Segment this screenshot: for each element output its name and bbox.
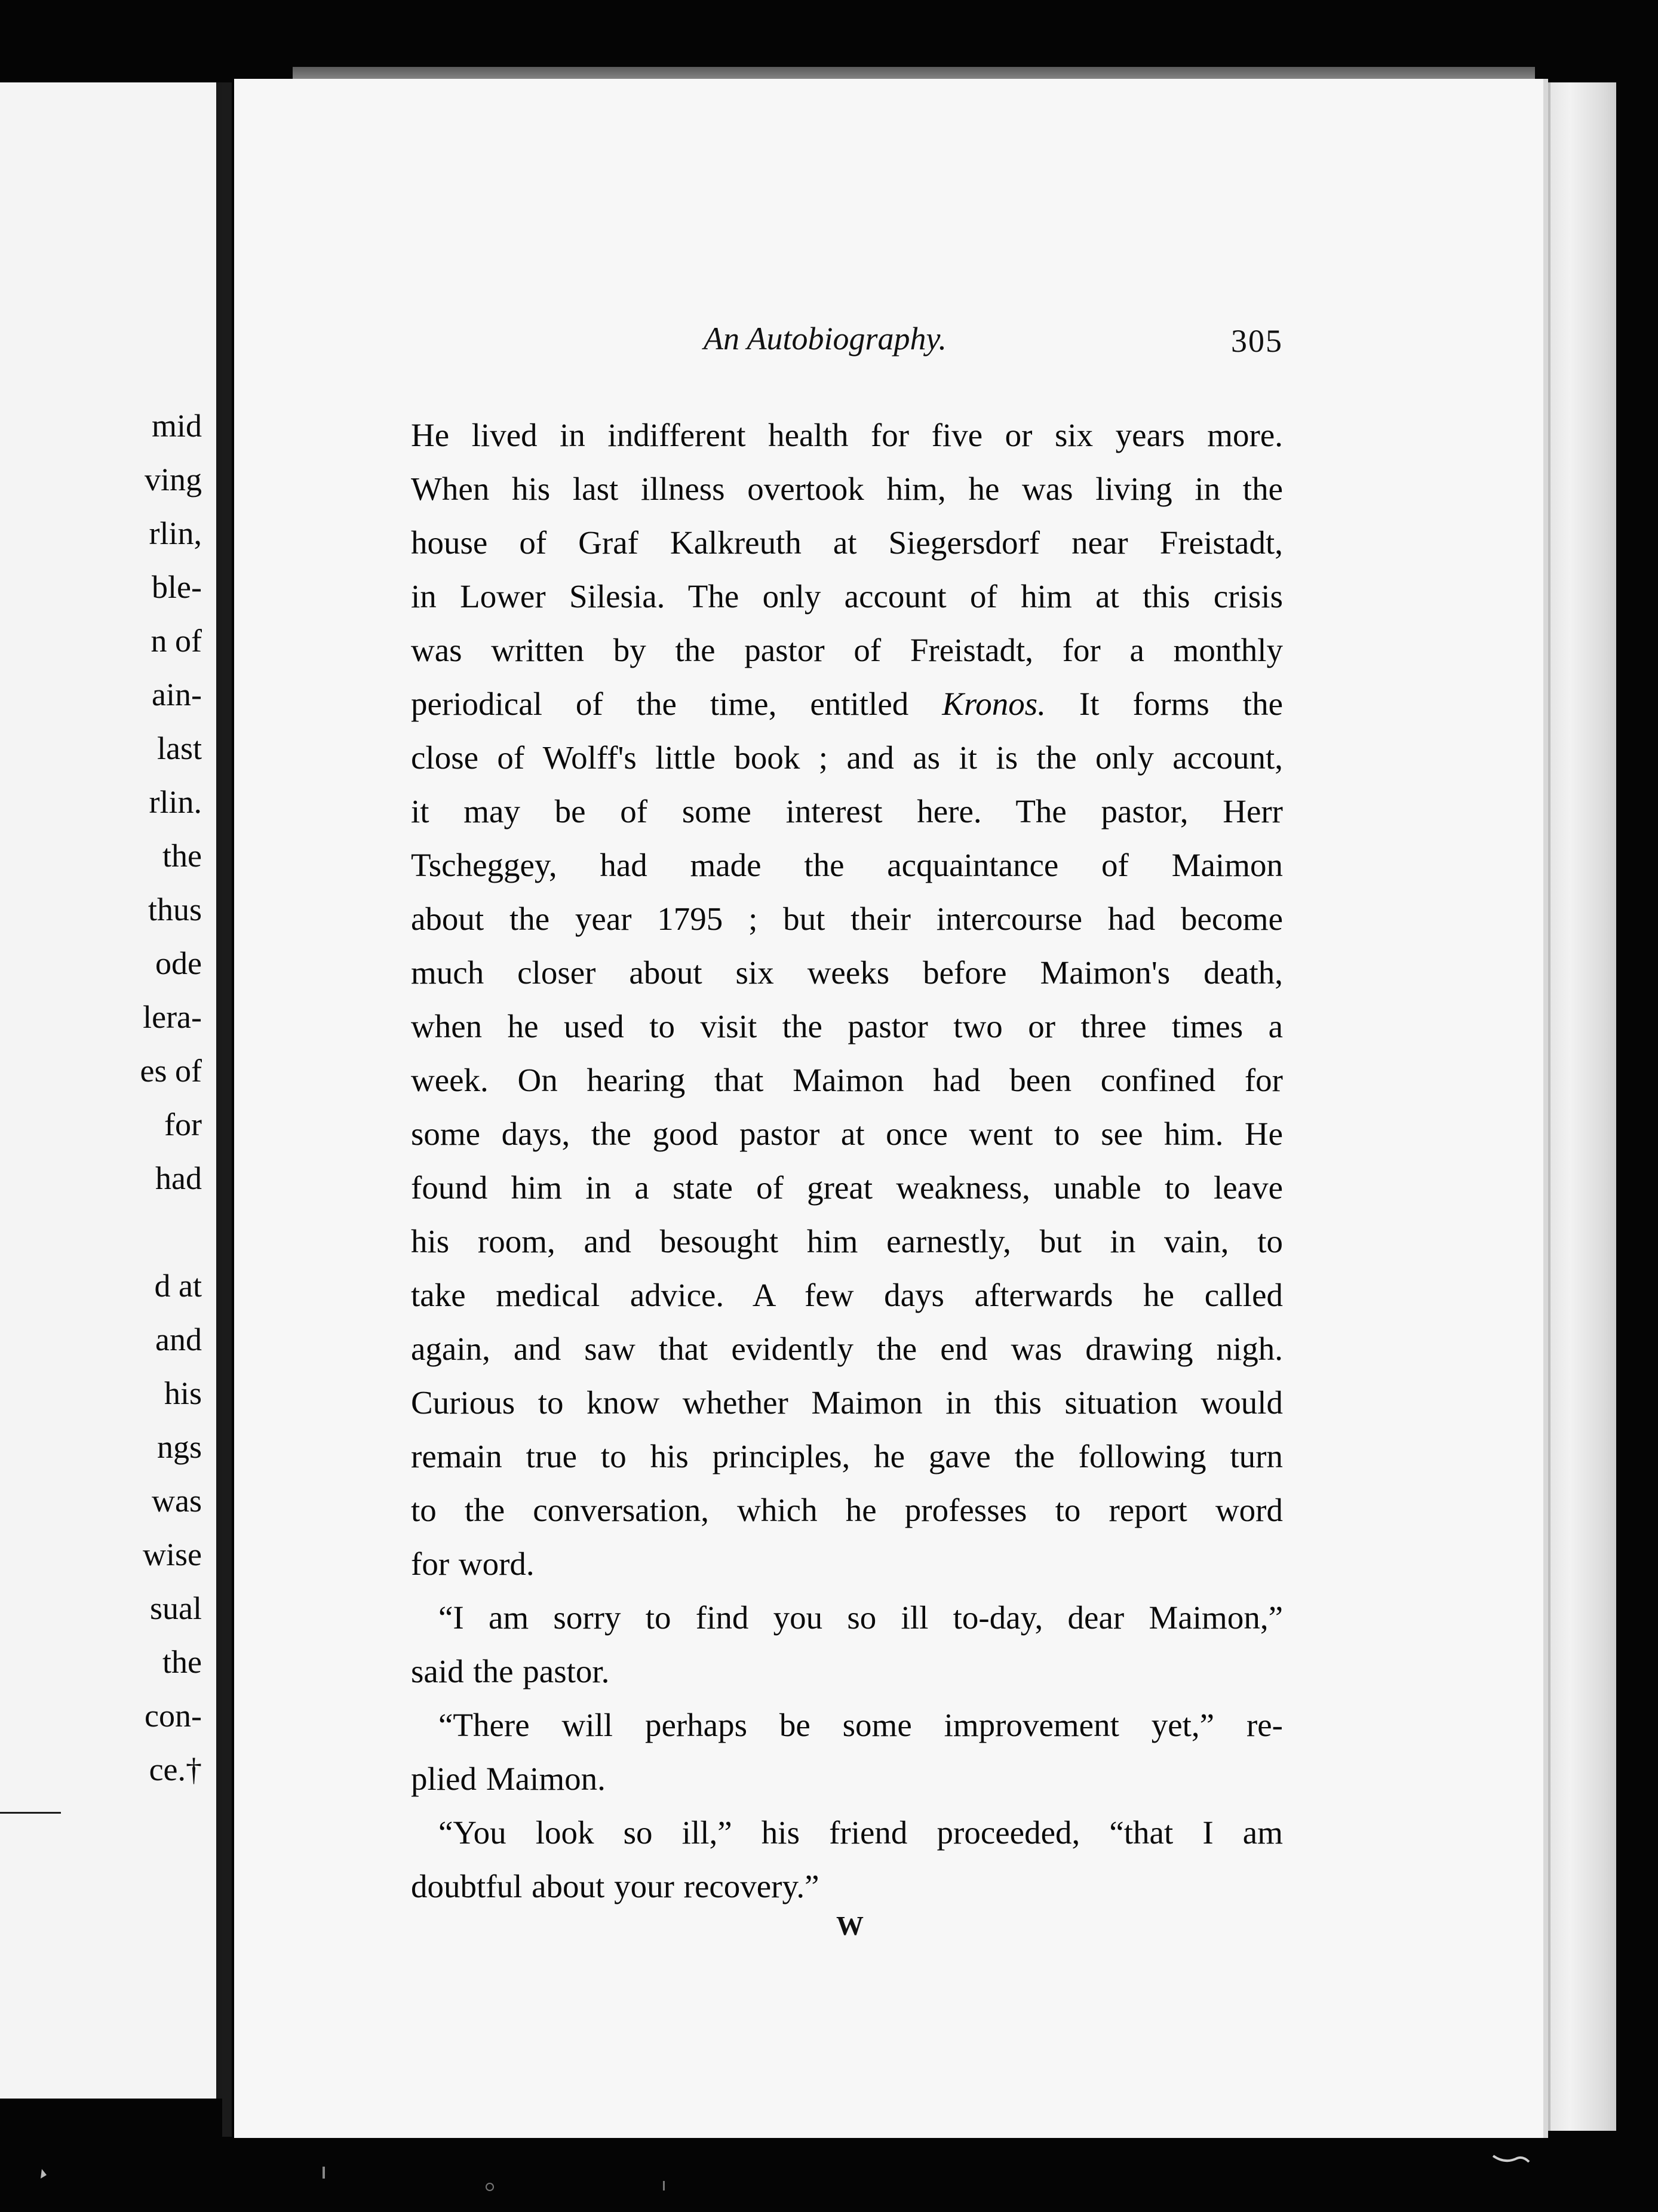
running-header xyxy=(704,320,1283,362)
text-line: remain true to his principles, he gave the following turn xyxy=(411,1438,1283,1474)
text-line: plied Maimon. xyxy=(411,1761,606,1797)
left-line: d at xyxy=(154,1268,202,1304)
text-line: found him in a state of great weakness, unable to leave xyxy=(411,1169,1283,1206)
text-segment: It forms the xyxy=(1045,686,1283,722)
text-line: Tscheggey, had made the acquaintance of Maimon xyxy=(411,847,1283,883)
scan-top-strip xyxy=(293,67,1535,79)
text-line: He lived in indifferent health for five or six years more. xyxy=(411,417,1283,453)
text-line: When his last illness overtook him, he was living in the xyxy=(411,471,1283,507)
running-head: An Autobiography. xyxy=(704,321,947,357)
text-line: when he used to visit the pastor two or three times a xyxy=(411,1008,1283,1044)
left-line: ngs xyxy=(156,1429,202,1465)
left-line: es of xyxy=(140,1053,202,1089)
text-line: about the year 1795 ; but their intercourse had become xyxy=(411,901,1283,937)
left-line: con- xyxy=(145,1698,202,1734)
text-line: in Lower Silesia. The only account of him at this crisis xyxy=(411,578,1283,615)
text-line: week. On hearing that Maimon had been confined for xyxy=(411,1062,1283,1098)
left-line: for xyxy=(164,1107,202,1142)
text-line: “I am sorry to find you so ill to-day, dear Maimon,” xyxy=(438,1599,1283,1636)
left-page-spine xyxy=(216,82,222,2099)
left-line: had xyxy=(155,1160,202,1196)
left-line: last xyxy=(157,730,202,766)
left-line: ble- xyxy=(152,569,202,605)
text-line: said the pastor. xyxy=(411,1653,610,1689)
text-line: house of Graf Kalkreuth at Siegersdorf near Freistadt, xyxy=(411,524,1283,561)
left-page xyxy=(0,82,222,2099)
gutter xyxy=(222,82,232,2137)
text-line: close of Wolff's little book ; and as it is the only account, xyxy=(411,739,1283,776)
text-line: much closer about six weeks before Maimon's death, xyxy=(411,954,1283,991)
left-line: thus xyxy=(148,892,202,927)
scan-speck xyxy=(486,2183,493,2191)
text-line: for word. xyxy=(411,1546,535,1582)
scan-speck xyxy=(41,2169,47,2179)
left-line: was xyxy=(152,1483,202,1519)
periodical-title: Kronos. xyxy=(942,686,1046,722)
text-line: it may be of some interest here. The pastor, Herr xyxy=(411,793,1283,830)
text-line: some days, the good pastor at once went to see him. He xyxy=(411,1116,1283,1152)
text-line: Curious to know whether Maimon in this situation would xyxy=(411,1384,1283,1421)
text-line: to the conversation, which he professes to report word xyxy=(411,1492,1283,1528)
scan-speck xyxy=(663,2181,665,2191)
text-line: again, and saw that evidently the end was drawing nigh. xyxy=(411,1331,1283,1367)
left-line: ode xyxy=(155,945,202,981)
body-text xyxy=(411,408,1283,1913)
text-line: “There will perhaps be some improvement yet,” re- xyxy=(438,1707,1283,1743)
left-line: his xyxy=(164,1375,202,1411)
left-line: ce.† xyxy=(149,1752,202,1787)
left-line: rlin. xyxy=(149,784,202,820)
left-line: the xyxy=(162,838,202,874)
left-line: the xyxy=(162,1644,202,1680)
text-line: was written by the pastor of Freistadt, for a monthly xyxy=(411,632,1283,668)
page-number: 305 xyxy=(1231,323,1283,359)
page-edge xyxy=(1548,82,1616,2131)
left-line: ain- xyxy=(152,677,202,712)
left-footnote-rule xyxy=(0,1812,61,1814)
left-line: sual xyxy=(150,1590,202,1626)
scan-speck xyxy=(323,2167,325,2179)
text-line: “You look so ill,” his friend proceeded, “that I am xyxy=(438,1814,1283,1851)
signature-mark: W xyxy=(836,1910,864,1941)
left-line: rlin, xyxy=(149,515,202,551)
left-line: lera- xyxy=(143,999,202,1035)
text-line: doubtful about your recovery.” xyxy=(411,1868,819,1904)
left-line: wise xyxy=(143,1537,202,1572)
text-segment: periodical of the time, entitled xyxy=(411,686,942,722)
left-line: n of xyxy=(151,623,202,659)
left-line: mid xyxy=(151,408,202,444)
left-line: and xyxy=(155,1322,202,1357)
scan-bottom-marks xyxy=(0,2145,1658,2212)
scan-speck xyxy=(1493,2156,1529,2162)
text-line: his room, and besought him earnestly, but in vain, to xyxy=(411,1223,1283,1259)
text-line-kronos xyxy=(411,677,1283,731)
left-line: ving xyxy=(144,462,202,497)
text-line: take medical advice. A few days afterwards he called xyxy=(411,1277,1283,1313)
